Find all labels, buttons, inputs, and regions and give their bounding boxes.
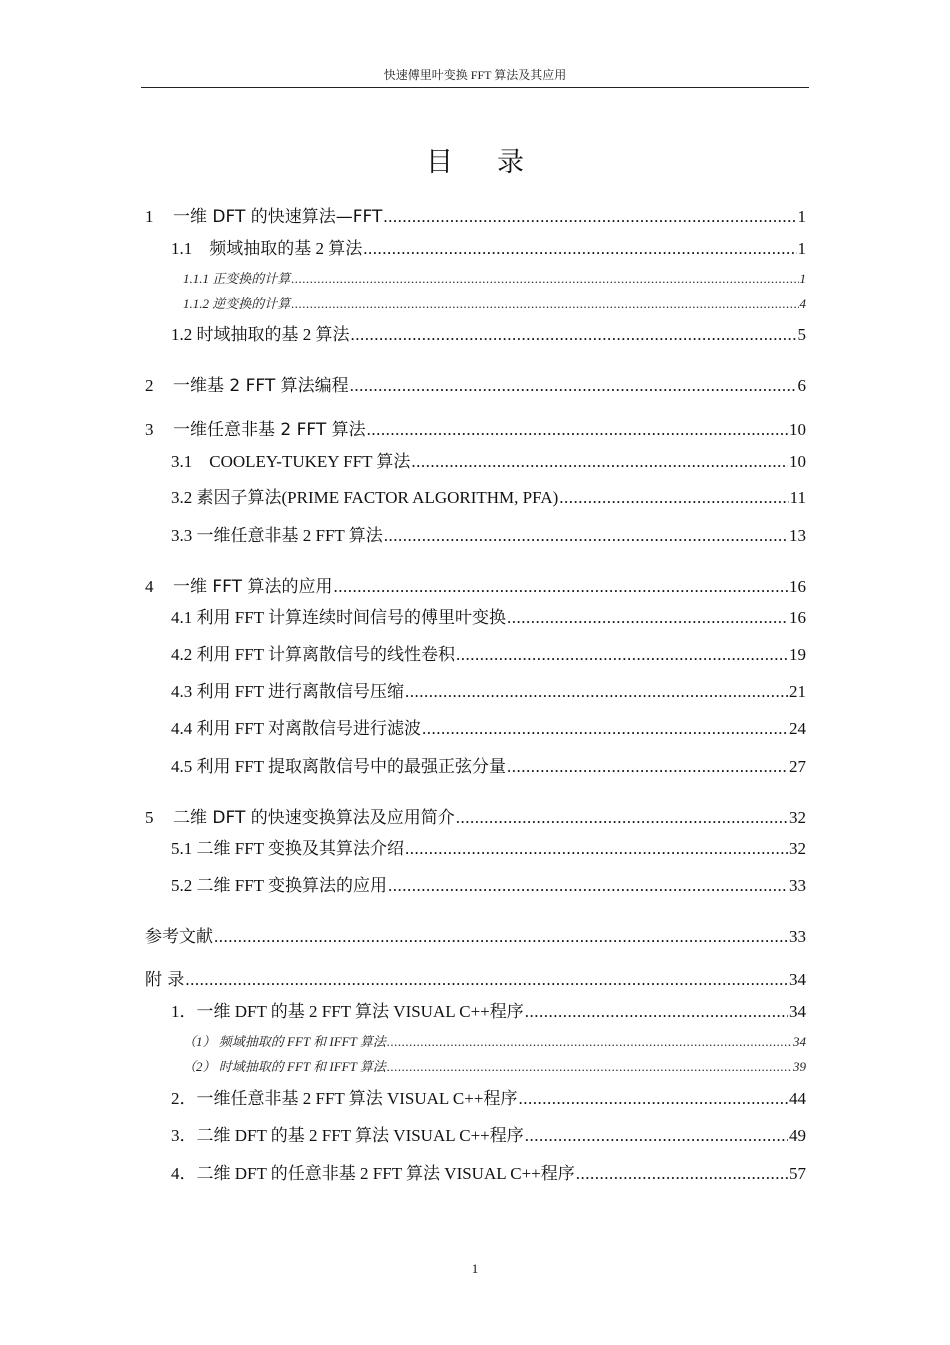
toc-entry-label: （1） 频域抽取的 FFT 和 IFFT 算法	[183, 1034, 386, 1049]
toc-entry[interactable]	[183, 294, 806, 314]
dot-leader	[291, 294, 798, 314]
toc-entry-label: 3．二维 DFT 的基 2 FFT 算法 VISUAL C++程序	[171, 1126, 524, 1145]
dot-leader	[518, 1089, 788, 1109]
running-header: 快速傅里叶变换 FFT 算法及其应用	[383, 68, 567, 82]
toc-entry[interactable]	[171, 325, 806, 345]
toc-entry-number: 4	[145, 577, 154, 596]
toc-entry-label: 一维基 2 FFT 算法编程	[173, 376, 349, 396]
toc-entry-page: 6	[797, 376, 806, 395]
dot-leader	[214, 927, 788, 947]
dot-leader	[405, 682, 788, 702]
toc-entry-page: 57	[789, 1164, 806, 1183]
toc-entry-page: 16	[789, 577, 806, 596]
toc-entry-label: 4.2 利用 FFT 计算离散信号的线性卷积	[171, 645, 455, 664]
toc-entry-label: 1.1 频域抽取的基 2 算法	[171, 239, 363, 258]
toc-entry-label: 附 录	[145, 970, 185, 990]
toc-entry-number: 5	[145, 808, 154, 827]
dot-leader	[367, 420, 788, 440]
toc-entry[interactable]	[183, 1032, 806, 1052]
toc-entry-label: 1.1.1 正变换的计算	[183, 271, 291, 286]
toc-entry-number: 3	[145, 420, 154, 439]
toc-entry-label: 2．一维任意非基 2 FFT 算法 VISUAL C++程序	[171, 1089, 518, 1108]
toc-entry[interactable]	[171, 839, 806, 859]
dot-leader	[363, 239, 796, 259]
dot-leader	[387, 1032, 792, 1052]
toc-entry[interactable]	[145, 207, 806, 227]
toc-entry[interactable]	[145, 927, 806, 947]
toc-entry-label: 一维任意非基 2 FFT 算法	[173, 420, 366, 440]
dot-leader	[387, 1057, 792, 1077]
toc-entry-page: 1	[797, 207, 806, 226]
toc-entry-number: 2	[145, 376, 154, 395]
toc-entry-label: 1．一维 DFT 的基 2 FFT 算法 VISUAL C++程序	[171, 1002, 524, 1021]
toc-entry[interactable]	[171, 1089, 806, 1109]
toc-entry[interactable]	[171, 452, 806, 472]
toc-entry[interactable]	[145, 970, 806, 990]
dot-leader	[388, 876, 788, 896]
toc-entry-page: 27	[789, 757, 806, 776]
dot-leader	[559, 488, 788, 508]
dot-leader	[422, 719, 788, 739]
toc-entry-page: 13	[789, 526, 806, 545]
dot-leader	[525, 1126, 788, 1146]
toc-entry-page: 21	[789, 682, 806, 701]
toc-entry-page: 5	[797, 325, 806, 344]
toc-entry-label: 4.4 利用 FFT 对离散信号进行滤波	[171, 719, 421, 738]
toc-entry-page: 24	[789, 719, 806, 738]
toc-entry-label: 一维 DFT 的快速算法—FFT	[173, 207, 383, 227]
dot-leader	[405, 839, 788, 859]
toc-entry-page: 34	[789, 970, 806, 989]
toc-entry[interactable]	[145, 420, 806, 440]
toc-entry-page: 49	[789, 1126, 806, 1145]
toc-entry-label: 4.1 利用 FFT 计算连续时间信号的傅里叶变换	[171, 608, 506, 627]
toc-entry-page: 16	[789, 608, 806, 627]
toc-entry-page: 1	[799, 271, 806, 286]
toc-entry-page: 32	[789, 808, 806, 827]
toc-entry-label: 3.1 COOLEY-TUKEY FFT 算法	[171, 452, 411, 471]
toc-entry[interactable]	[145, 808, 806, 828]
toc-entry-label: 1.2 时域抽取的基 2 算法	[171, 325, 350, 344]
toc-entry[interactable]	[171, 526, 806, 546]
toc-entry-label: 4.5 利用 FFT 提取离散信号中的最强正弦分量	[171, 757, 506, 776]
toc-entry-page: 33	[789, 876, 806, 895]
toc-entry-page: 32	[789, 839, 806, 858]
toc-entry[interactable]	[171, 1164, 806, 1184]
dot-leader	[507, 608, 788, 628]
toc-entry-label: 一维 FFT 算法的应用	[173, 577, 333, 597]
toc-entry[interactable]	[183, 269, 806, 289]
toc-entry[interactable]	[171, 239, 806, 259]
dot-leader	[291, 269, 798, 289]
dot-leader	[384, 526, 788, 546]
dot-leader	[507, 757, 788, 777]
dot-leader	[411, 452, 788, 472]
dot-leader	[333, 577, 788, 597]
toc-entry[interactable]	[171, 876, 806, 896]
dot-leader	[525, 1002, 788, 1022]
toc-entry-page: 1	[797, 239, 806, 258]
toc-entry-label: 1.1.2 逆变换的计算	[183, 296, 291, 311]
toc-entry[interactable]	[171, 757, 806, 777]
toc-entry-page: 33	[789, 927, 806, 946]
toc-entry-label: 二维 DFT 的快速变换算法及应用简介	[173, 808, 455, 828]
toc-entry[interactable]	[171, 1126, 806, 1146]
toc-entry-page: 44	[789, 1089, 806, 1108]
toc-entry[interactable]	[171, 488, 806, 508]
toc-entry-label: 4.3 利用 FFT 进行离散信号压缩	[171, 682, 404, 701]
toc-entry-page: 19	[789, 645, 806, 664]
toc-entry-label: 3.2 素因子算法(PRIME FACTOR ALGORITHM, PFA)	[171, 488, 559, 507]
dot-leader	[456, 808, 788, 828]
dot-leader	[351, 325, 797, 345]
toc-entry-label: 参考文献	[145, 927, 213, 947]
toc-entry-page: 10	[789, 420, 806, 439]
dot-leader	[456, 645, 788, 665]
toc-entry-page: 39	[793, 1059, 806, 1074]
toc-entry-label: 5.1 二维 FFT 变换及其算法介绍	[171, 839, 404, 858]
toc-entry[interactable]	[171, 682, 806, 702]
dot-leader	[383, 207, 796, 227]
toc-entry-page: 10	[789, 452, 806, 471]
toc-entry-label: （2） 时域抽取的 FFT 和 IFFT 算法	[183, 1059, 386, 1074]
page-title: 目录	[426, 147, 568, 178]
toc-entry-number: 1	[145, 207, 154, 226]
page-number: 1	[471, 1261, 479, 1276]
toc-entry-page: 34	[789, 1002, 806, 1021]
toc-entry-label: 3.3 一维任意非基 2 FFT 算法	[171, 526, 383, 545]
toc-entry-page: 34	[793, 1034, 806, 1049]
toc-entry-page: 11	[789, 488, 806, 507]
toc-entry[interactable]	[171, 608, 806, 628]
dot-leader	[350, 376, 797, 396]
toc-entry-page: 4	[799, 296, 806, 311]
toc-entry-label: 4．二维 DFT 的任意非基 2 FFT 算法 VISUAL C++程序	[171, 1164, 575, 1183]
toc-entry[interactable]	[171, 645, 806, 665]
toc-entry[interactable]	[183, 1057, 806, 1077]
toc-entry-label: 5.2 二维 FFT 变换算法的应用	[171, 876, 387, 895]
toc-entry[interactable]	[171, 1002, 806, 1022]
dot-leader	[185, 970, 788, 990]
toc-entry[interactable]	[145, 376, 806, 396]
toc-entry[interactable]	[171, 719, 806, 739]
dot-leader	[576, 1164, 788, 1184]
toc-entry[interactable]	[145, 577, 806, 597]
